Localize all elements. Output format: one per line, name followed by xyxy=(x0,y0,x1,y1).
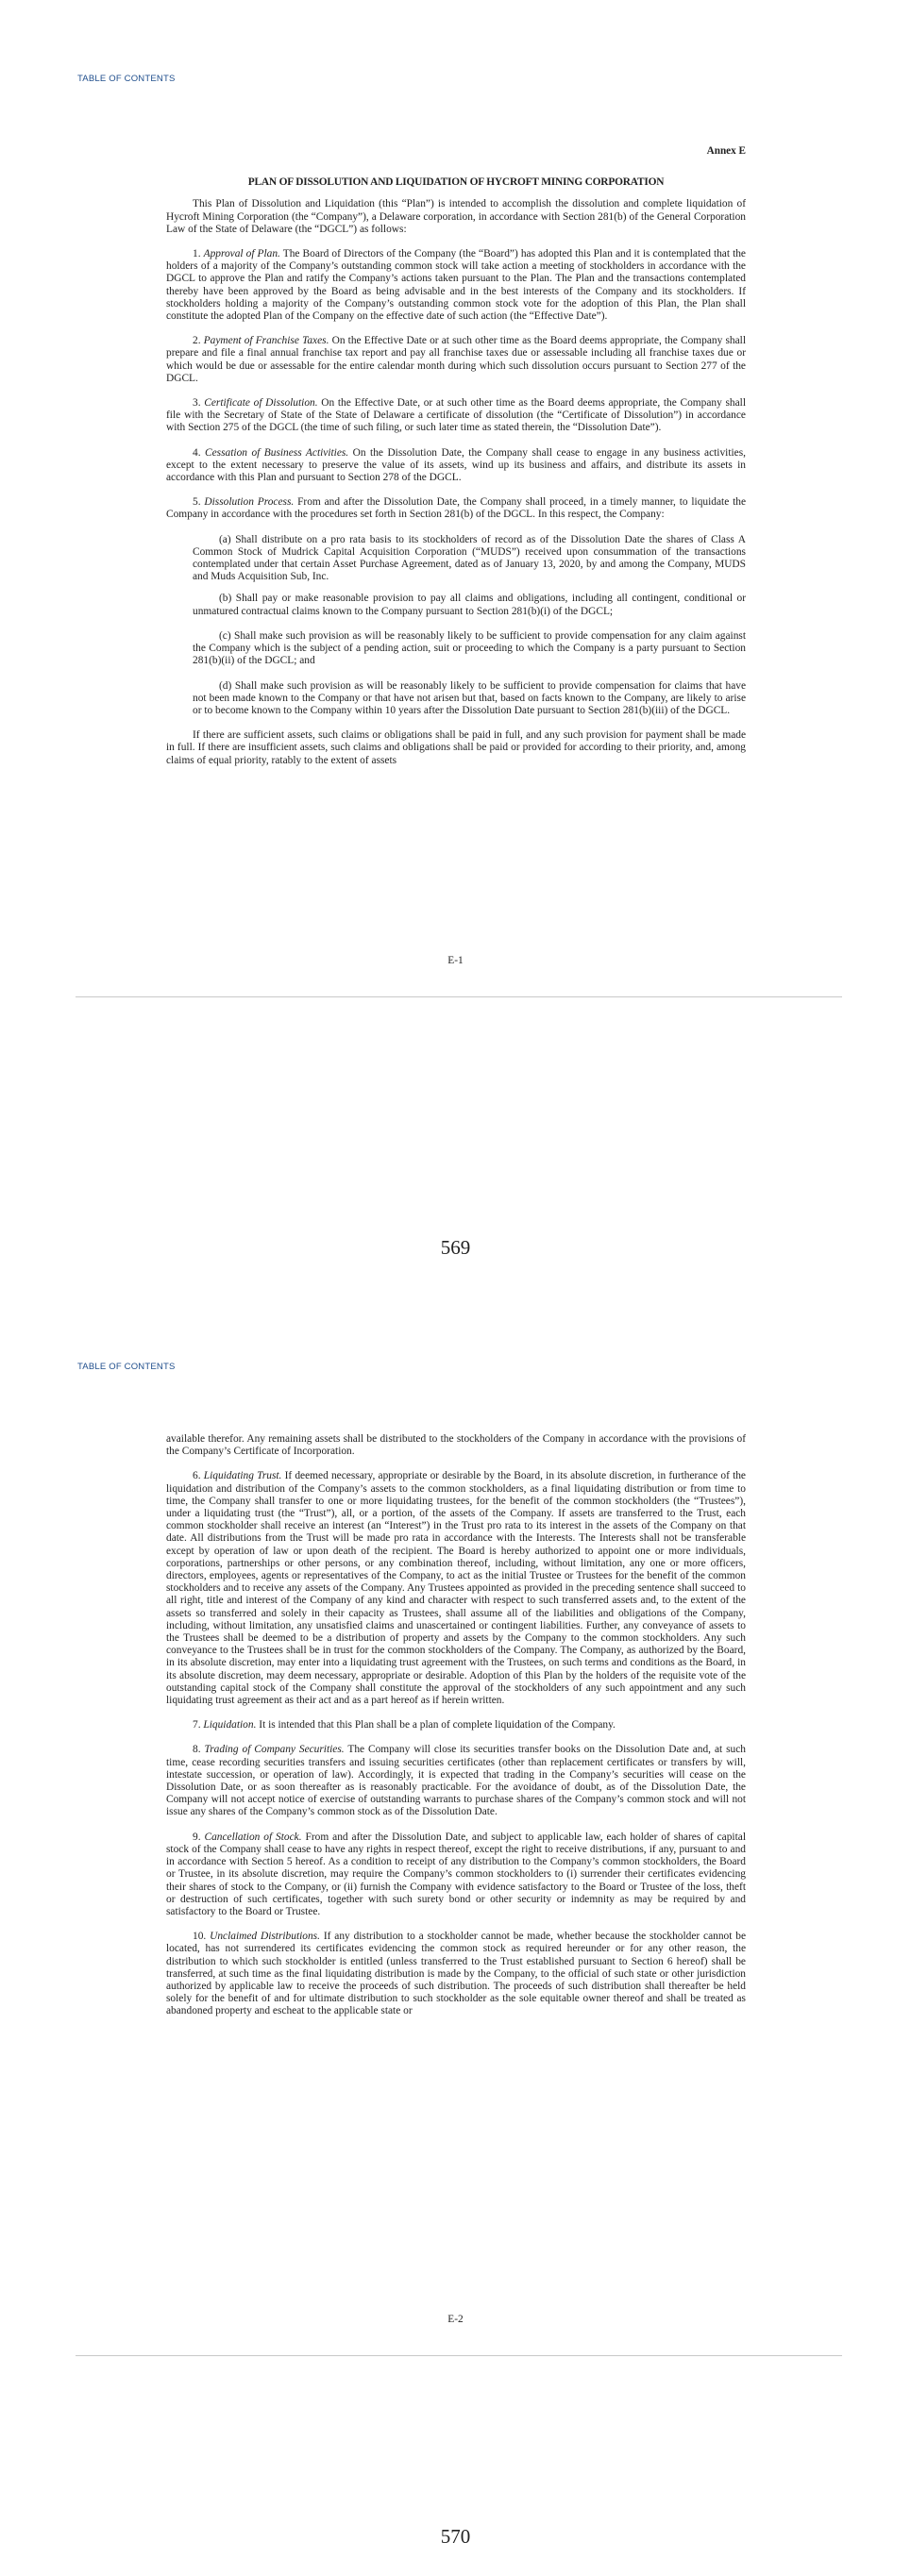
section-5a: (a) Shall distribute on a pro rata basis to its stockholders of record as of the Dissolution Date the shares of Class A Common Stock of Mudrick Capital Acquisition Corporation (“MUDS”) received upon consummation of the transactions contemplated under that certain Asset Purchase Agreement, dated as of January 13, 2020, by and among the Company, MUDS and Muds Acquisition Sub, Inc. xyxy=(193,533,746,583)
section-1-heading: Approval of Plan. xyxy=(203,248,280,260)
closing-paragraph: If there are sufficient assets, such claims or obligations shall be paid in full, and any such provision for payment shall be made in full. If there are insufficient assets, such claims and obligations shall be paid or provided for according to their priority, and, among claims of equal priority, ratably to the extent of assets xyxy=(166,729,746,766)
intro-paragraph: This Plan of Dissolution and Liquidation (this “Plan”) is intended to accomplish the dissolution and complete liquidation of Hycroft Mining Corporation (the “Company”), a Delaware corporation, in accordance with Section 281(b) of the General Corporation Law of the State of Delaware (the “DGCL”) as follows: xyxy=(166,198,746,235)
section-7-heading: Liquidation. xyxy=(203,1719,257,1731)
section-5-heading: Dissolution Process. xyxy=(204,496,295,509)
section-5: 5. Dissolution Process. From and after the Dissolution Date, the Company shall proceed, in a timely manner, to liquidate the Company in accordance with the procedures set forth in Section 281(b) of the DGCL. In this respect, the Company: xyxy=(166,496,746,521)
section-7: 7. Liquidation. It is intended that this Plan shall be a plan of complete liquidation of the Company. xyxy=(193,1719,616,1731)
section-2-heading: Payment of Franchise Taxes. xyxy=(203,335,329,347)
section-10: 10. Unclaimed Distributions. If any distribution to a stockholder cannot be made, whether because the stockholder cannot be located, has not surrendered its certificates evidencing the common stock as required hereunder or for any other reason, the distribution to which such stockholder is entitled (unless transferred to the Trust established pursuant to Section 6 hereof) shall be transferred, at such time as the final liquidating distribution is made by the Company, to the official of such state or other jurisdiction authorized by applicable law to receive the proceeds of such distribution. The proceeds of such distribution shall thereafter be held solely for the benefit of and for ultimate distribution to such stockholder as the sole equitable owner thereof and shall be treated as abandoned property and escheat to the applicable state or xyxy=(166,1931,746,2017)
document-title: PLAN OF DISSOLUTION AND LIQUIDATION OF HYCROFT MINING CORPORATION xyxy=(247,176,665,189)
page-2-footer-code: E-2 xyxy=(447,2314,464,2325)
section-5b: (b) Shall pay or make reasonable provision to pay all claims and obligations, including all contingent, conditional or unmatured contractual claims known to the Company pursuant to Section 281(b)(i) of the DGCL; xyxy=(193,593,746,617)
section-2: 2. Payment of Franchise Taxes. On the Effective Date or at such other time as the Board deems appropriate, the Company shall prepare and file a final annual franchise tax report and pay all franchise taxes due or assessable including all franchise taxes due or which would be due or assessable for the entire calendar month during which such dissolution occurs pursuant to Section 277 of the DGCL. xyxy=(166,335,746,384)
section-6: 6. Liquidating Trust. If deemed necessary, appropriate or desirable by the Board, in its absolute discretion, in furtherance of the liquidation and distribution of the Company’s assets to the common stockholders, as a final liquidating distribution or from time to time, the Company shall transfer to one or more liquidating trustees, for the benefit of the common stockholders (the “Trustees”), under a liquidating trust (the “Trust”), all, or a portion, of the assets of the Company. If assets are transferred to the Trust, each common stockholder shall receive an interest (an “Interest”) in the Trust pro rata to its interest in the assets of the Company on that date. All distributions from the Trust will be made pro rata in accordance with the Interests. The Interests shall not be transferable except by operation of law or upon death of the recipient. The Board is hereby authorized to appoint one or more individuals, corporations, partnerships or other persons, or any combination thereof, including, without limitation, any one or more officers, directors, employees, agents or representatives of the Company, to act as the initial Trustee or Trustees for the benefit of the common stockholders and to receive any assets of the Company. Any Trustees appointed as provided in the preceding sentence shall succeed to all right, title and interest of the Company of any kind and character with respect to such transferred assets and, to the extent of the assets so transferred and solely in their capacity as Trustees, shall assume all of the liabilities and obligations of the Company, including, without limitation, any unsatisfied claims and unascertained or contingent liabilities. Further, any conveyance of assets to the Trustees shall be deemed to be a distribution of property and assets by the Company to the common stockholders. Any such conveyance to the Trustees shall be in trust for the common stockholders of the Company. The Company, as authorized by the Board, in its absolute discretion, may enter into a liquidating trust agreement with the Trustees, on such terms and conditions as the Board, in its absolute discretion, may deem necessary, appropriate or desirable. Adoption of this Plan by the holders of the requisite vote of the outstanding capital stock of the Company shall constitute the approval of the stockholders of any such appointment and any such liquidating trust agreement as their act and as a part hereof as if herein written. xyxy=(166,1470,746,1707)
page-1-footer-code: E-1 xyxy=(447,955,464,966)
page-1-body xyxy=(166,145,746,779)
page-divider xyxy=(76,996,842,997)
section-5c: (c) Shall make such provision as will be reasonably likely to be sufficient to provide compensation for any claim against the Company which is the subject of a pending action, suit or proceeding to which the Company is a party pursuant to Section 281(b)(ii) of the DGCL; and xyxy=(193,629,746,667)
section-10-heading: Unclaimed Distributions. xyxy=(210,1931,320,1943)
section-9: 9. Cancellation of Stock. From and after the Dissolution Date, and subject to applicable law, each holder of shares of capital stock of the Company shall cease to have any rights in respect thereof, except the right to receive distributions, if any, pursuant to and in accordance with Section 5 hereof. As a condition to receipt of any distribution to the Company’s common stockholders, the Board or Trustee, in its absolute discretion, may require the Company’s common stockholders to (i) surrender their certificates evidencing their shares of stock to the Company, or (ii) furnish the Company with evidence satisfactory to the Board or Trustee of the loss, theft or destruction of such certificates, together with such surety bond or other security or indemnity as may be required by and satisfactory to the Board or Trustee. xyxy=(166,1831,746,1917)
page-2-body xyxy=(166,1433,746,2031)
page-2-number: 570 xyxy=(440,2525,471,2548)
table-of-contents-link[interactable]: TABLE OF CONTENTS xyxy=(77,1362,176,1372)
table-of-contents-link[interactable]: TABLE OF CONTENTS xyxy=(77,74,176,84)
section-8: 8. Trading of Company Securities. The Company will close its securities transfer books on the Dissolution Date and, at such time, cease recording securities transfers and issuing securities certificates (other than replacement certificates or transfers by will, intestate succession, or operation of law). Accordingly, it is expected that trading in the Company’s securities will cease on the Dissolution Date, or as soon thereafter as is reasonably practicable. For the avoidance of doubt, as of the Dissolution Date, the Company will not accept notice of exercise of outstanding warrants to purchase shares of the Company’s common stock and will not issue any shares of the Company’s common stock as of the Dissolution Date. xyxy=(166,1744,746,1818)
continuation-paragraph: available therefor. Any remaining assets shall be distributed to the stockholders of the Company in accordance with the provisions of the Company’s Certificate of Incorporation. xyxy=(166,1433,746,1458)
section-6-heading: Liquidating Trust. xyxy=(203,1470,282,1482)
section-5d: (d) Shall make such provision as will be reasonably likely to be sufficient to provide compensation for claims that have not been made known to the Company or that have not arisen but that, based on facts known to the Company, are likely to arise or to become known to the Company within 10 years after the Dissolution Date pursuant to Section 281(b)(iii) of the DGCL. xyxy=(193,679,746,716)
section-8-heading: Trading of Company Securities. xyxy=(204,1744,345,1756)
page-1-number: 569 xyxy=(440,1236,471,1259)
section-4: 4. Cessation of Business Activities. On the Dissolution Date, the Company shall cease to engage in any business activities, except to the extent necessary to preserve the value of its assets, wind up its business and affairs, and distribute its assets in accordance with this Plan and pursuant to Section 278 of the DGCL. xyxy=(166,446,746,484)
section-1: 1. Approval of Plan. The Board of Directors of the Company (the “Board”) has adopted this Plan and it is contemplated that the holders of a majority of the Company’s outstanding common stock will take action a meeting of stockholders in accordance with the DGCL to approve the Plan and ratify the Company’s actions taken pursuant to the Plan. The Plan and the transactions contemplated thereby have been approved by the Board as being advisable and in the best interests of the Company and its stockholders. If stockholders holding a majority of the Company’s outstanding common stock vote for the adoption of this Plan, the Plan shall constitute the adopted Plan of the Company on the effective date of such action (the “Effective Date”). xyxy=(166,248,746,323)
section-3: 3. Certificate of Dissolution. On the Effective Date, or at such other time as the Board deems appropriate, the Company shall file with the Secretary of State of the State of Delaware a certificate of dissolution (the “Certificate of Dissolution”) in accordance with Section 275 of the DGCL (the time of such filing, or such later time as stated therein, the “Dissolution Date”). xyxy=(166,397,746,434)
section-4-heading: Cessation of Business Activities. xyxy=(205,446,349,459)
section-9-heading: Cancellation of Stock. xyxy=(204,1831,302,1843)
page-divider xyxy=(76,2355,842,2356)
section-3-heading: Certificate of Dissolution. xyxy=(204,397,318,410)
annex-label: Annex E xyxy=(706,145,746,157)
